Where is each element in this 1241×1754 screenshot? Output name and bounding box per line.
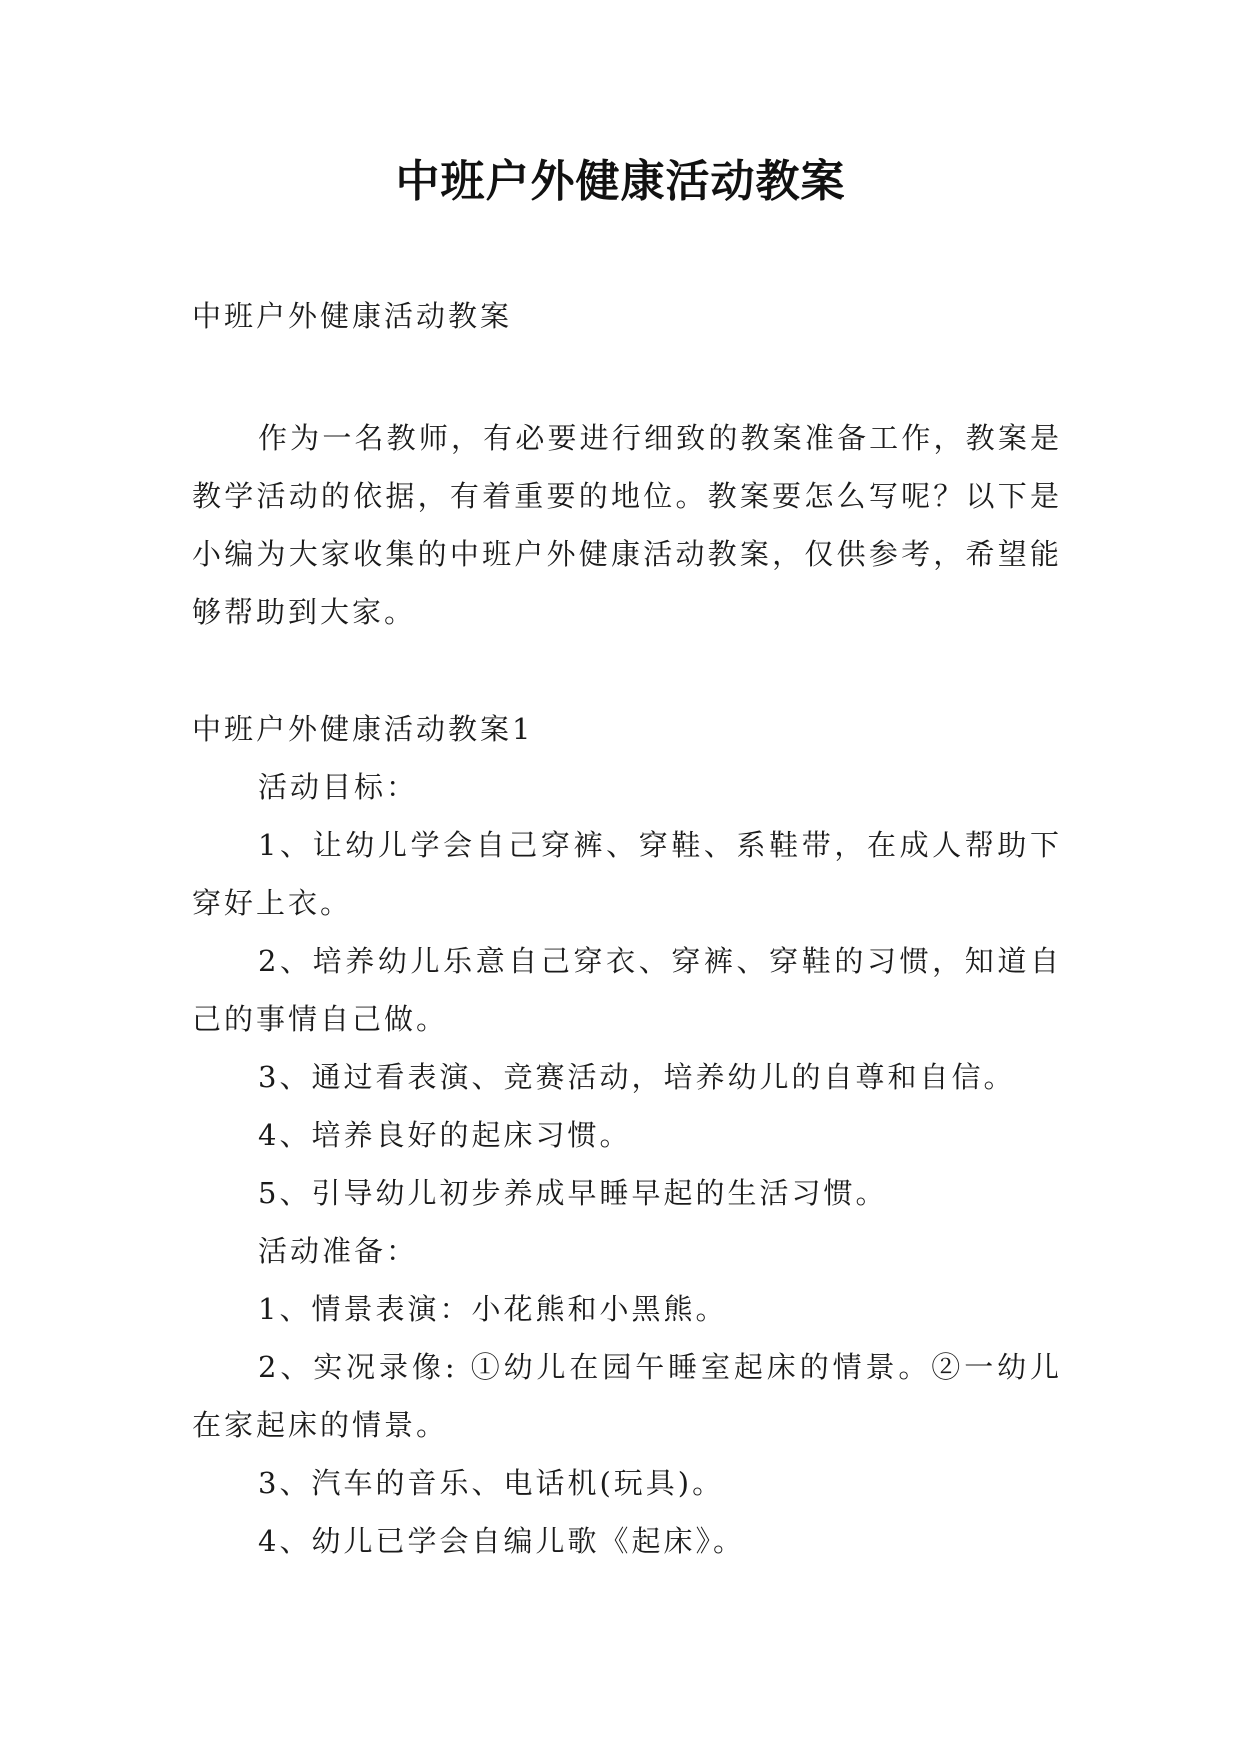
- prep-item: 4、幼儿已学会自编儿歌《起床》。: [258, 1524, 745, 1558]
- goal-item: 4、培养良好的起床习惯。: [258, 1118, 632, 1152]
- goals-label: 活动目标：: [258, 770, 419, 804]
- prep-label: 活动准备：: [258, 1234, 419, 1268]
- prep-item: 3、汽车的音乐、电话机(玩具)。: [258, 1466, 725, 1500]
- document-title: 中班户外健康活动教案: [395, 156, 846, 207]
- goal-item: 3、通过看表演、竞赛活动，培养幼儿的自尊和自信。: [258, 1060, 1016, 1094]
- intro-paragraph: 作为一名教师，有必要进行细致的教案准备工作，教案是教学活动的依据，有着重要的地位。教案要怎么写呢？以下是小编为大家收集的中班户外健康活动教案，仅供参考，希望能够帮助到大家。: [192, 421, 1062, 629]
- prep-item: 2、实况录像: ①幼儿在园午睡室起床的情景。②一幼儿在家起床的情景。: [192, 1350, 1062, 1442]
- section-lesson-plan-1: [192, 700, 1062, 1570]
- goal-item: 5、引导幼儿初步养成早睡早起的生活习惯。: [258, 1176, 888, 1210]
- prep-item: 1、情景表演：小花熊和小黑熊。: [258, 1292, 728, 1326]
- section-heading: 中班户外健康活动教案1: [192, 712, 534, 746]
- goal-item: 1、让幼儿学会自己穿裤、穿鞋、系鞋带，在成人帮助下穿好上衣。: [192, 828, 1062, 920]
- document-subtitle: 中班户外健康活动教案: [192, 299, 513, 333]
- goal-item: 2、培养幼儿乐意自己穿衣、穿裤、穿鞋的习惯，知道自己的事情自己做。: [192, 944, 1062, 1036]
